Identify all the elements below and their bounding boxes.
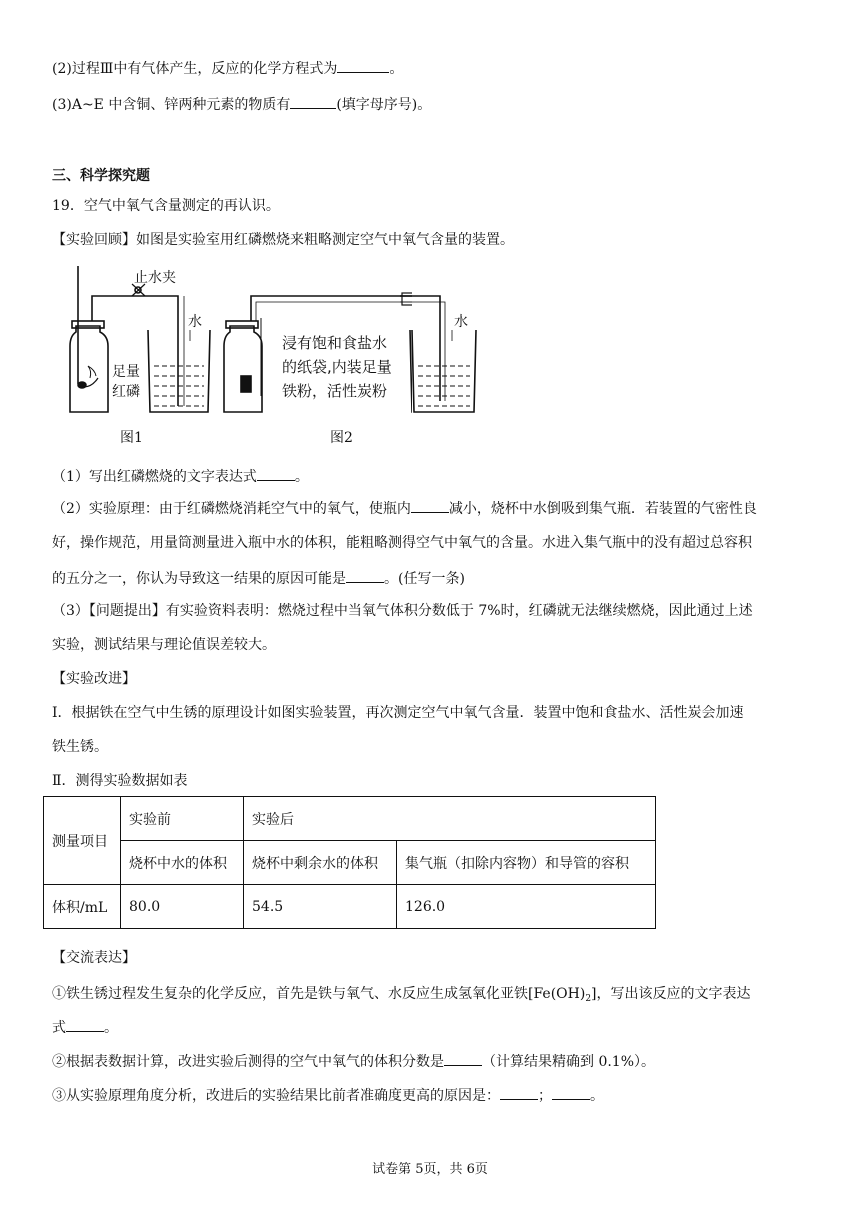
exchange-2: ②根据表数据计算，改进实验后测得的空气中氧气的体积分数是 （计算结果精确到 0.1%）。 <box>52 1051 655 1072</box>
table-col-remaining-water: 烧杯中剩余水的体积 <box>244 841 397 885</box>
answer-blank[interactable] <box>500 1085 538 1100</box>
table-header-after: 实验后 <box>244 797 656 841</box>
sub-question-3-line-2: 实验，测试结果与理论值误差较大。 <box>52 637 276 653</box>
table-cell: 80.0 <box>121 885 244 929</box>
section-title: 三、科学探究题 <box>52 168 150 184</box>
experiment-review: 【实验回顾】如图是实验室用红磷燃烧来粗略测定空气中氧气含量的装置。 <box>52 232 514 248</box>
answer-blank[interactable] <box>257 466 295 481</box>
exchange-1-line-1: ①铁生锈过程发生复杂的化学反应，首先是铁与氧气、水反应生成氢氧化亚铁$[Fe(OH)_2]$，写出该反应的文字表达 <box>52 986 751 1004</box>
fig1-caption: 图1 <box>120 430 143 446</box>
table-cell: 54.5 <box>244 885 397 929</box>
answer-blank[interactable] <box>552 1085 590 1100</box>
answer-blank[interactable] <box>346 568 384 583</box>
exchange-3: ③从实验原理角度分析，改进后的实验结果比前者准确度更高的原因是： ； 。 <box>52 1085 604 1106</box>
sub-question-3-line-1: （3）【问题提出】有实验资料表明：燃烧过程中当氧气体积分数低于 7%时，红磷就无法继续燃烧，因此通过上述 <box>52 603 753 619</box>
answer-blank[interactable] <box>290 94 336 109</box>
improvement-i-line-2: 铁生锈。 <box>52 739 108 755</box>
table-header-before: 实验前 <box>121 797 244 841</box>
sub-question-1: （1）写出红磷燃烧的文字表达式 。 <box>52 466 309 487</box>
fig2-beaker <box>400 266 480 446</box>
table-col-beaker-water: 烧杯中水的体积 <box>121 841 244 885</box>
q18-part2: (2)过程Ⅲ中有气体产生，反应的化学方程式为 。 <box>52 58 403 79</box>
fig1-water-label: 水 <box>188 314 202 330</box>
exchange-1-line-2: 式 。 <box>52 1017 118 1038</box>
sub-question-2-line-3: 的五分之一，你认为导致这一结果的原因可能是 。(任写一条) <box>52 568 465 589</box>
table-row-label: 体积/mL <box>44 885 121 929</box>
fig1-clamp-label: 止水夹 <box>134 270 176 286</box>
answer-blank[interactable] <box>411 498 449 513</box>
q18-part3: (3)A~E 中含铜、锌两种元素的物质有 (填字母序号)。 <box>52 94 431 115</box>
improvement-i-line-1: Ⅰ．根据铁在空气中生锈的原理设计如图实验装置，再次测定空气中氧气含量．装置中饱和食盐水、活性炭会加速 <box>52 705 744 721</box>
fig2-water-label: 水 <box>454 314 468 330</box>
fig1-phosphorus-label-1: 足量 <box>112 364 140 380</box>
table-header-item: 测量项目 <box>44 797 121 885</box>
fig2-caption: 图2 <box>330 430 353 446</box>
answer-blank[interactable] <box>66 1017 104 1032</box>
answer-blank[interactable] <box>337 58 389 73</box>
fig2-label-1: 浸有饱和食盐水 <box>282 334 388 352</box>
table-cell: 126.0 <box>397 885 656 929</box>
fig1-phosphorus-label-2: 红磷 <box>112 384 140 400</box>
apparatus-figure <box>52 266 412 446</box>
answer-blank[interactable] <box>444 1051 482 1066</box>
question-19-stem: 19．空气中氧气含量测定的再认识。 <box>52 198 280 214</box>
improvement-ii: Ⅱ．测得实验数据如表 <box>52 773 188 789</box>
fig2-label-3: 铁粉，活性炭粉 <box>282 382 388 400</box>
sub-question-2-line-2: 好，操作规范，用量筒测量进入瓶中水的体积，能粗略测得空气中氧气的含量。水进入集气瓶中的没有超过总容积 <box>52 535 752 551</box>
fig2-label-2: 的纸袋,内装足量 <box>282 358 392 376</box>
table-col-bottle-volume: 集气瓶（扣除内容物）和导管的容积 <box>397 841 656 885</box>
improvement-heading: 【实验改进】 <box>52 671 136 687</box>
sub-question-2-line-1: （2）实验原理：由于红磷燃烧消耗空气中的氧气，使瓶内 减小，烧杯中水倒吸到集气瓶．若装置的气密性良 <box>52 498 757 519</box>
data-table <box>43 796 656 929</box>
exchange-heading: 【交流表达】 <box>52 950 136 966</box>
page-footer: 试卷第 5页，共 6页 <box>372 1162 488 1177</box>
